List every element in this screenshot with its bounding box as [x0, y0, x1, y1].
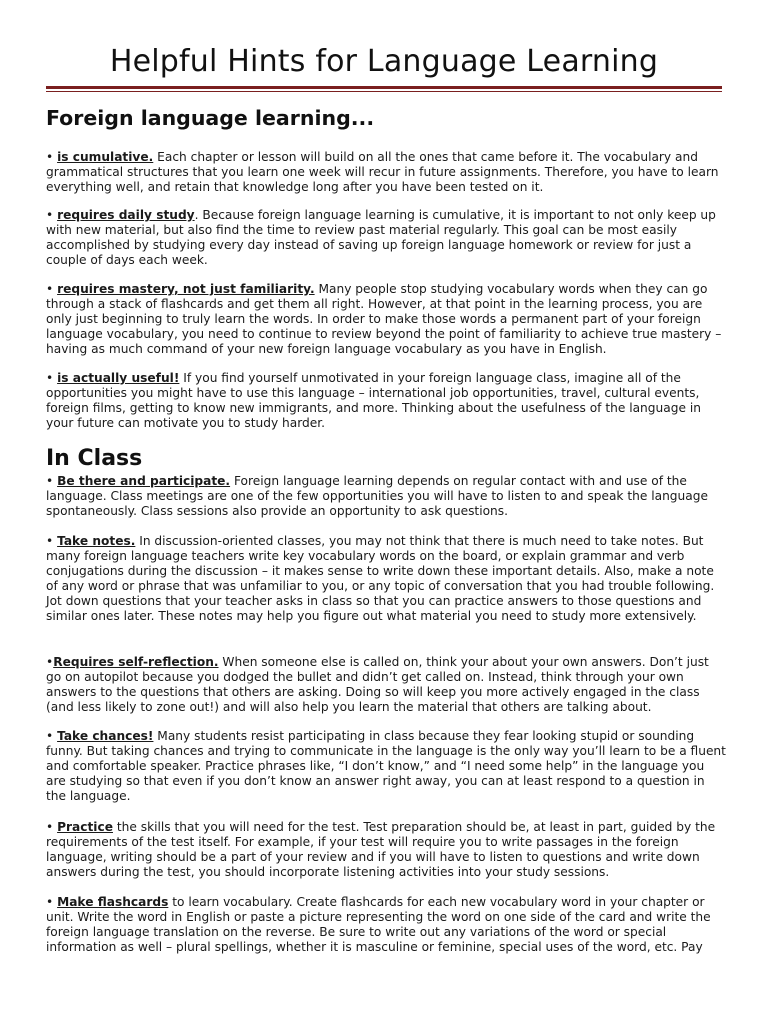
hint-paragraph: • requires daily study. Because foreign language learning is cumulative, it is important to not only keep up with new material, but also find the time to review past material regularly. This goal can be most easily accomplished by studying every day instead of saving up foreign language homework or review for just a couple of days each week.	[46, 208, 716, 267]
hint-lead: Take chances!	[57, 729, 154, 743]
hint-paragraph: • requires mastery, not just familiarity. Many people stop studying vocabulary words when they can go through a stack of flashcards and get them all right. However, at that point in the learning process, you are only just beginning to truly learn the words. In order to make those words a permanent part of your foreign language vocabulary, you need to continue to review beyond the point of familiarity to achieve true mastery – having as much command of your new foreign language vocabulary as you have in English.	[46, 282, 722, 356]
hint-lead: is actually useful!	[57, 371, 180, 385]
hint-lead: is cumulative.	[57, 150, 154, 164]
hint-lead: requires mastery, not just familiarity.	[57, 282, 315, 296]
hint-lead: Make flashcards	[57, 895, 169, 909]
hint-paragraph: • Be there and participate. Foreign language learning depends on regular contact with and use of the language. Class meetings are one of the few opportunities you will have to listen to and speak the language spontaneously. Class sessions also provide an opportunity to ask questions.	[46, 474, 708, 518]
hint-paragraph: • is cumulative. Each chapter or lesson will build on all the ones that came before it. The vocabulary and grammatical structures that you learn one week will recur in future assignments. Therefore, you have to learn everything well, and retain that knowledge long after you have been tested on it.	[46, 150, 719, 194]
hint-paragraph: •Requires self-reflection. When someone else is called on, think your about your own answers. Don’t just go on autopilot because you dodged the bullet and didn’t get called on. Instead, think through your own answers to the questions that others are asking. Doing so will keep you more actively engaged in the class (and less likely to zone out!) and will also help you learn the material that others are talking about.	[46, 655, 709, 714]
hint-lead: Take notes.	[57, 534, 136, 548]
title-divider-thick	[46, 86, 722, 89]
page-title: Helpful Hints for Language Learning	[109, 44, 659, 79]
hint-lead: Practice	[57, 820, 113, 834]
hint-paragraph: • is actually useful! If you find yourself unmotivated in your foreign language class, imagine all of the opportunities you might have to use this language – international job opportunities, travel, cultural events, foreign films, getting to know new immigrants, and more. Thinking about the usefulness of the language in your future can motivate you to study harder.	[46, 371, 701, 430]
hint-paragraph: • Make flashcards to learn vocabulary. Create flashcards for each new vocabulary word in your chapter or unit. Write the word in English or paste a picture representing the word on one side of the card and write the foreign language translation on the reverse. Be sure to write out any variations of the word or special information as well – plural spellings, whether it is masculine or feminine, special uses of the word, etc. Pay	[46, 895, 711, 954]
title-divider-thin	[46, 91, 722, 92]
section-heading-foreign-language: Foreign language learning...	[46, 106, 375, 130]
hint-paragraph: • Practice the skills that you will need for the test. Test preparation should be, at least in part, guided by the requirements of the test itself. For example, if your test will require you to write passages in the foreign language, writing should be a part of your review and if you will have to listen to questions and write down answers during the test, you should incorporate listening activities into your study sessions.	[46, 820, 716, 879]
hint-paragraph: • Take chances! Many students resist participating in class because they fear looking stupid or sounding funny. But taking chances and trying to communicate in the language is the only way you’ll learn to be a fluent and comfortable speaker. Practice phrases like, “I don’t know,” and “I need some help” in the language you are studying so that even if you don’t know an answer right away, you can at least respond to a question in the language.	[46, 729, 726, 803]
hint-lead: requires daily study	[57, 208, 195, 222]
section-heading-in-class: In Class	[46, 446, 143, 471]
hint-paragraph: • Take notes. In discussion-oriented classes, you may not think that there is much need to take notes. But many foreign language teachers write key vocabulary words on the board, or explain grammar and verb conjugations during the discussion – it makes sense to write down these important details. Also, make a note of any word or phrase that was unfamiliar to you, or any topic of conversation that you had trouble following. Jot down questions that your teacher asks in class so that you can practice answers to those questions and similar ones later. These notes may help you figure out what material you need to study more extensively.	[46, 534, 715, 623]
hint-lead: Requires self-reflection.	[53, 655, 219, 669]
hint-lead: Be there and participate.	[57, 474, 231, 488]
